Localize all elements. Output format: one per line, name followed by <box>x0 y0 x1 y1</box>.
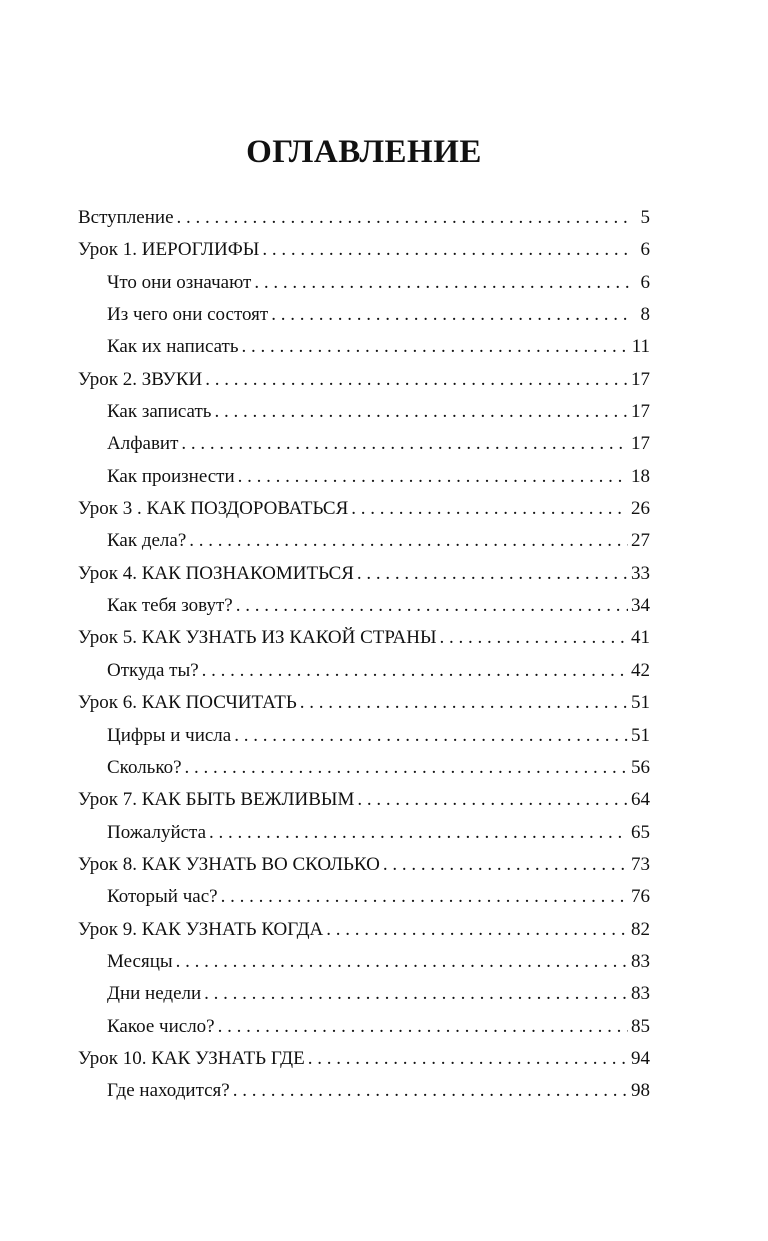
toc-entry[interactable] <box>78 789 650 821</box>
toc-entry[interactable] <box>78 498 650 530</box>
toc-page-number: 6 <box>640 271 650 293</box>
dot-leader <box>202 660 628 682</box>
dot-leader <box>236 595 628 617</box>
toc-page-number: 11 <box>631 336 650 358</box>
toc-page-number: 51 <box>631 692 650 714</box>
dot-leader <box>218 1016 628 1038</box>
dot-leader <box>209 822 628 844</box>
toc-entry[interactable] <box>78 692 650 724</box>
toc-page-number: 5 <box>640 207 650 228</box>
dot-leader <box>205 369 628 391</box>
toc-entry-label: Как дела? <box>107 530 187 552</box>
dot-leader <box>308 1048 628 1070</box>
toc-subentry[interactable] <box>78 886 650 918</box>
dot-leader <box>254 272 633 294</box>
dot-leader <box>204 983 628 1005</box>
toc-page-number: 6 <box>640 239 650 261</box>
table-of-contents <box>78 207 650 1113</box>
toc-entry-label: Урок 10. КАК УЗНАТЬ ГДЕ <box>78 1047 305 1069</box>
dot-leader <box>440 627 628 649</box>
toc-entry-label: Урок 4. КАК ПОЗНАКОМИТЬСЯ <box>78 562 354 584</box>
toc-page-number: 26 <box>631 498 650 520</box>
dot-leader <box>271 304 633 326</box>
toc-subentry[interactable] <box>78 433 650 465</box>
dot-leader <box>234 725 628 747</box>
toc-entry-label: Где находится? <box>107 1080 230 1102</box>
toc-entry-label: Какое число? <box>107 1015 215 1037</box>
toc-page-number: 73 <box>631 853 650 875</box>
toc-page-number: 33 <box>631 562 650 584</box>
toc-page-number: 17 <box>631 368 650 390</box>
toc-entry-label: Урок 6. КАК ПОСЧИТАТЬ <box>78 692 297 714</box>
dot-leader <box>357 789 628 811</box>
toc-subentry[interactable] <box>78 272 650 304</box>
toc-page-number: 83 <box>631 983 650 1005</box>
dot-leader <box>176 951 628 973</box>
toc-page-number: 42 <box>631 659 650 681</box>
toc-page-number: 65 <box>631 821 650 843</box>
toc-subentry[interactable] <box>78 336 650 368</box>
toc-page-number: 51 <box>631 724 650 746</box>
toc-subentry[interactable] <box>78 595 650 627</box>
dot-leader <box>214 401 628 423</box>
toc-page-number: 17 <box>631 401 650 423</box>
dot-leader <box>242 336 629 358</box>
toc-entry[interactable] <box>78 369 650 401</box>
toc-entry[interactable] <box>78 854 650 886</box>
toc-entry-label: Урок 8. КАК УЗНАТЬ ВО СКОЛЬКО <box>78 853 380 875</box>
page-title: ОГЛАВЛЕНИЕ <box>246 134 482 171</box>
toc-entry[interactable] <box>78 563 650 595</box>
toc-entry-label: Откуда ты? <box>107 659 199 681</box>
toc-subentry[interactable] <box>78 660 650 692</box>
dot-leader <box>189 530 628 552</box>
toc-subentry[interactable] <box>78 983 650 1015</box>
toc-entry-label: Как их написать <box>107 336 239 358</box>
toc-entry-label: Сколько? <box>107 756 182 778</box>
toc-entry-label: Урок 2. ЗВУКИ <box>78 368 203 390</box>
toc-subentry[interactable] <box>78 530 650 562</box>
dot-leader <box>181 433 628 455</box>
toc-entry-label: Как произнести <box>107 465 235 487</box>
toc-entry-label: Месяцы <box>107 950 173 972</box>
toc-page-number: 56 <box>631 756 650 778</box>
toc-page-number: 82 <box>631 918 650 940</box>
toc-entry-label: Урок 5. КАК УЗНАТЬ ИЗ КАКОЙ СТРАНЫ <box>78 627 437 649</box>
dot-leader <box>262 239 633 261</box>
toc-subentry[interactable] <box>78 304 650 336</box>
toc-entry-label: Урок 7. КАК БЫТЬ ВЕЖЛИВЫМ <box>78 789 355 811</box>
toc-entry[interactable] <box>78 239 650 271</box>
toc-page-number: 76 <box>631 886 650 908</box>
dot-leader <box>300 692 628 714</box>
toc-page-number: 94 <box>631 1047 650 1069</box>
dot-leader <box>185 757 628 779</box>
toc-page-number: 18 <box>631 465 650 487</box>
toc-entry-label: Как записать <box>107 401 212 423</box>
toc-page-number: 17 <box>631 433 650 455</box>
toc-entry-label: Алфавит <box>107 433 179 455</box>
dot-leader <box>233 1080 628 1102</box>
toc-entry-label: Из чего они состоят <box>107 304 269 326</box>
toc-entry-label: Цифры и числа <box>107 724 232 746</box>
toc-page-number: 64 <box>631 789 650 811</box>
toc-subentry[interactable] <box>78 401 650 433</box>
dot-leader <box>238 466 628 488</box>
toc-entry[interactable] <box>78 1048 650 1080</box>
dot-leader <box>221 886 628 908</box>
toc-entry-label: Как тебя зовут? <box>107 595 233 617</box>
dot-leader <box>357 563 628 585</box>
dot-leader <box>177 207 633 229</box>
toc-entry[interactable] <box>78 627 650 659</box>
toc-entry-label: Урок 9. КАК УЗНАТЬ КОГДА <box>78 918 324 940</box>
toc-entry-label: Вступление <box>78 207 174 228</box>
toc-entry-label: Пожалуйста <box>107 821 207 843</box>
toc-subentry[interactable] <box>78 725 650 757</box>
toc-page-number: 41 <box>631 627 650 649</box>
toc-entry-label: Который час? <box>107 886 218 908</box>
toc-subentry[interactable] <box>78 951 650 983</box>
toc-entry-label: Урок 1. ИЕРОГЛИФЫ <box>78 239 260 261</box>
toc-entry[interactable] <box>78 207 650 239</box>
toc-page-number: 34 <box>631 595 650 617</box>
dot-leader <box>326 919 628 941</box>
toc-entry[interactable] <box>78 919 650 951</box>
toc-entry-label: Дни недели <box>107 983 202 1005</box>
toc-page-number: 98 <box>631 1080 650 1102</box>
toc-page-number: 85 <box>631 1015 650 1037</box>
toc-subentry[interactable] <box>78 822 650 854</box>
dot-leader <box>351 498 628 520</box>
toc-subentry[interactable] <box>78 1016 650 1048</box>
dot-leader <box>383 854 628 876</box>
toc-subentry[interactable] <box>78 466 650 498</box>
toc-page-number: 8 <box>640 304 650 326</box>
toc-subentry[interactable] <box>78 757 650 789</box>
toc-page-number: 27 <box>631 530 650 552</box>
toc-page-number: 83 <box>631 950 650 972</box>
toc-entry-label: Урок 3 . КАК ПОЗДОРОВАТЬСЯ <box>78 498 349 520</box>
toc-entry-label: Что они означают <box>107 271 252 293</box>
toc-subentry[interactable] <box>78 1080 650 1112</box>
